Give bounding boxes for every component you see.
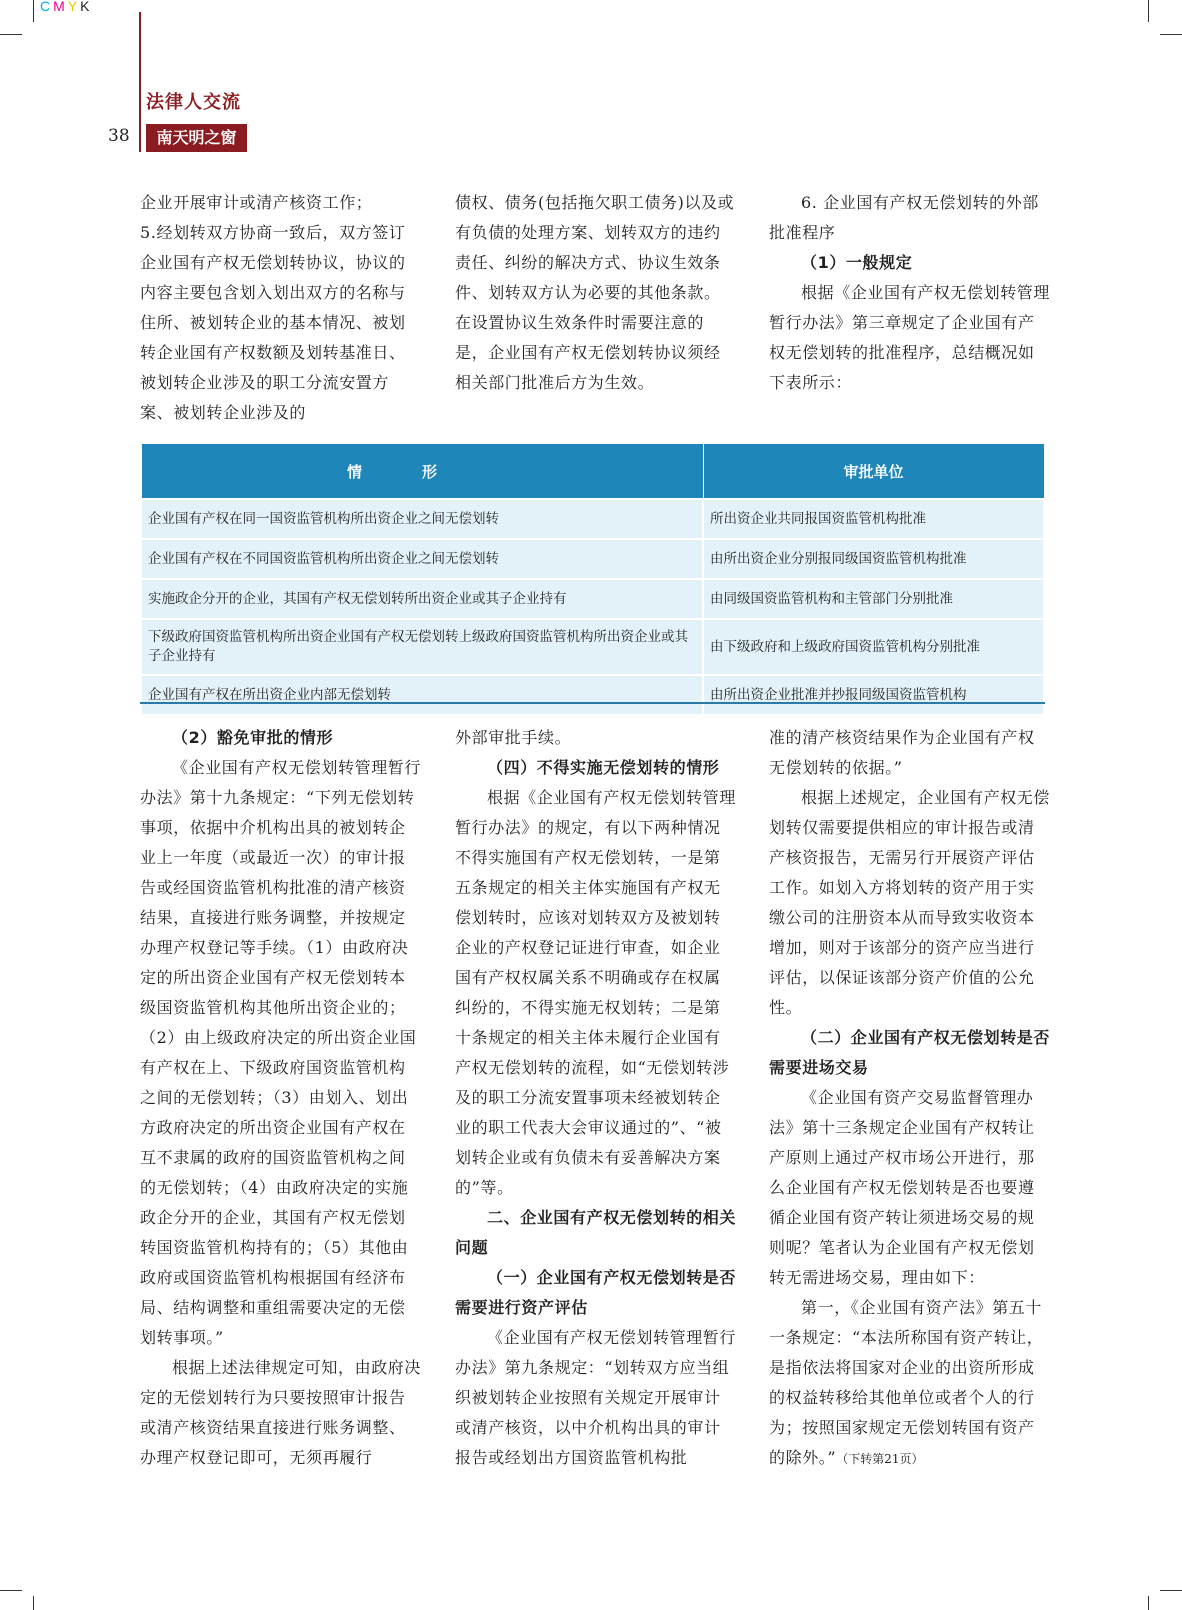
table-header-situation: 情形: [141, 444, 703, 500]
paragraph: 企业开展审计或清产核资工作；: [140, 193, 373, 212]
paragraph: 外部审批手续。: [455, 728, 572, 747]
paragraph: 《企业国有产权无偿划转管理暂行办法》第九条规定：“划转双方应当组织被划转企业按照有关规定开展审计或清产核资，以中介机构出具的审计报告或经划出方国资监管机构批: [455, 1328, 737, 1467]
subheading: （1）一般规定: [801, 253, 913, 272]
table-row: [141, 499, 1044, 539]
cmyk-c: C: [40, 0, 54, 14]
table-cell: 由下级政府和上级政府国资监管机构分别批准: [703, 619, 1044, 675]
paragraph: 根据上述法律规定可知，由政府决定的无偿划转行为只要按照审计报告或清产核资结果直接进行账务调整、办理产权登记即可，无须再履行: [140, 1358, 422, 1467]
paragraph: 债权、债务(包括拖欠职工债务)以及或有负债的处理方案、划转双方的违约责任、纠纷的解决方式、协议生效条件、划转双方认为必要的其他条款。在设置协议生效条件时需要注意的是，企业国有产权无偿划转协议须经相关部门批准后方为生效。: [455, 193, 735, 392]
approval-table: [140, 443, 1045, 716]
cmyk-k: K: [80, 0, 93, 14]
section-title: 法律人交流: [146, 92, 241, 113]
paragraph-text: 第一，《企业国有资产法》第五十一条规定：“本法所称国有资产转让，是指依法将国家对企业的出资所形成的权益转移给其他单位或者个人的行为；按照国家规定无偿划转国有资产的除外。”: [769, 1298, 1044, 1467]
subheading: （一）企业国有产权无偿划转是否需要进行资产评估: [455, 1268, 737, 1317]
paragraph: 《企业国有资产交易监督管理办法》第十三条规定企业国有产权转让产原则上通过产权市场公开进行，那么企业国有产权无偿划转是否也要遵循企业国有资产转让须进场交易的规则呢？笔者认为企业国有产权无偿划转无需进场交易，理由如下：: [769, 1088, 1035, 1287]
paragraph: [769, 1293, 1051, 1474]
subheading: （四）不得实施无偿划转的情形: [487, 758, 720, 777]
table-cell: 企业国有产权在同一国资监管机构所出资企业之间无偿划转: [141, 499, 703, 539]
table-row: [141, 539, 1044, 579]
table-bottom-rule: [140, 702, 1045, 704]
paragraph: 根据上述规定，企业国有产权无偿划转仅需要提供相应的审计报告或清产核资报告，无需另行开展资产评估工作。如划入方将划转的资产用于实缴公司的注册资本从而导致实收资本增加，则对于该部分的资产应当进行评估，以保证该部分资产价值的公允性。: [769, 788, 1051, 1017]
crop-mark-bottom-right-v: [1148, 1596, 1149, 1610]
paragraph: 准的清产核资结果作为企业国有产权无偿划转的依据。”: [769, 728, 1035, 777]
table-cell: 企业国有产权在不同国资监管机构所出资企业之间无偿划转: [141, 539, 703, 579]
cmyk-m: M: [53, 0, 68, 14]
paragraph: 5.经划转双方协商一致后，双方签订企业国有产权无偿划转协议，协议的内容主要包含划入划出双方的名称与住所、被划转企业的基本情况、被划转企业国有产权数额及划转基准日、被划转企业涉及的职工分流安置方案、被划转企业涉及的: [140, 223, 406, 422]
table-header-row: [141, 444, 1044, 500]
crop-mark-top-left-v: [33, 0, 34, 22]
table-cell: 由同级国资监管机构和主管部门分别批准: [703, 579, 1044, 619]
table-cell: 实施政企分开的企业，其国有产权无偿划转所出资企业或其子企业持有: [141, 579, 703, 619]
crop-mark-bottom-left-h: [0, 1590, 22, 1591]
subheading: （二）企业国有产权无偿划转是否需要进场交易: [769, 1028, 1051, 1077]
paragraph: 《企业国有产权无偿划转管理暂行办法》第十九条规定：“下列无偿划转事项，依据中介机构出具的被划转企业上一年度（或最近一次）的审计报告或经国资监管机构批准的清产核资结果，直接进行账务调整，并按规定办理产权登记等手续。（1）由政府决定的所出资企业国有产权无偿划转本级国资监管机构其他所出资企业的；（2）由上级政府决定的所出资企业国有产权在上、下级政府国资监管机构之间的无偿划转；（3）由划入、划出方政府决定的所出资企业国有产权在互不隶属的政府的国资监管机构之间的无偿划转；（4）由政府决定的实施政企分开的企业，其国有产权无偿划转国资监管机构持有的；（5）其他由政府或国资监管机构根据国有经济布局、结构调整和重组需要决定的无偿划转事项。”: [140, 758, 422, 1347]
top-column-2: [455, 188, 737, 398]
table-cell: 企业国有产权在所出资企业内部无偿划转: [141, 675, 703, 715]
table-cell: 下级政府国资监管机构所出资企业国有产权无偿划转上级政府国资监管机构所出资企业或其子企业持有: [141, 619, 703, 675]
table-cell: 所出资企业共同报国资监管机构批准: [703, 499, 1044, 539]
paragraph: 根据《企业国有产权无偿划转管理暂行办法》第三章规定了企业国有产权无偿划转的批准程序，总结概况如下表所示：: [769, 283, 1051, 392]
crop-mark-top-right-v: [1148, 0, 1149, 22]
subheading: （2）豁免审批的情形: [172, 728, 334, 747]
paragraph: 6. 企业国有产权无偿划转的外部批准程序: [769, 193, 1039, 242]
crop-mark-top-right-h: [1160, 34, 1182, 35]
bottom-column-1: [140, 723, 422, 1473]
table-cell: 由所出资企业批准并抄报同级国资监管机构: [703, 675, 1044, 715]
table-header-approver: 审批单位: [703, 444, 1044, 500]
crop-mark-top-left-h: [0, 34, 22, 35]
column-badge: 南天明之窗: [146, 124, 247, 152]
table-row: [141, 675, 1044, 715]
cmyk-color-bar: [40, 0, 92, 14]
bottom-column-3: [769, 723, 1051, 1474]
top-column-3: [769, 188, 1051, 398]
continued-note: （下转第21页）: [836, 1452, 924, 1466]
cmyk-y: Y: [67, 0, 81, 14]
table-row: [141, 579, 1044, 619]
header-vertical-rule: [139, 12, 141, 152]
top-column-1: [140, 188, 422, 428]
table-cell: 由所出资企业分别报同级国资监管机构批准: [703, 539, 1044, 579]
crop-mark-bottom-left-v: [33, 1596, 34, 1610]
crop-mark-bottom-right-h: [1160, 1590, 1182, 1591]
table-row: [141, 619, 1044, 675]
bottom-column-2: [455, 723, 737, 1473]
section-heading: 二、企业国有产权无偿划转的相关问题: [455, 1208, 737, 1257]
page-number: 38: [108, 126, 130, 146]
paragraph: 根据《企业国有产权无偿划转管理暂行办法》的规定，有以下两种情况不得实施国有产权无偿划转，一是第五条规定的相关主体实施国有产权无偿划转时，应该对划转双方及被划转企业的产权登记证进行审查，如企业国有产权权属关系不明确或存在权属纠纷的，不得实施无权划转；二是第十条规定的相关主体未履行企业国有产权无偿划转的流程，如“无偿划转涉及的职工分流安置事项未经被划转企业的职工代表大会审议通过的”、“被划转企业或有负债未有妥善解决方案的”等。: [455, 788, 737, 1197]
